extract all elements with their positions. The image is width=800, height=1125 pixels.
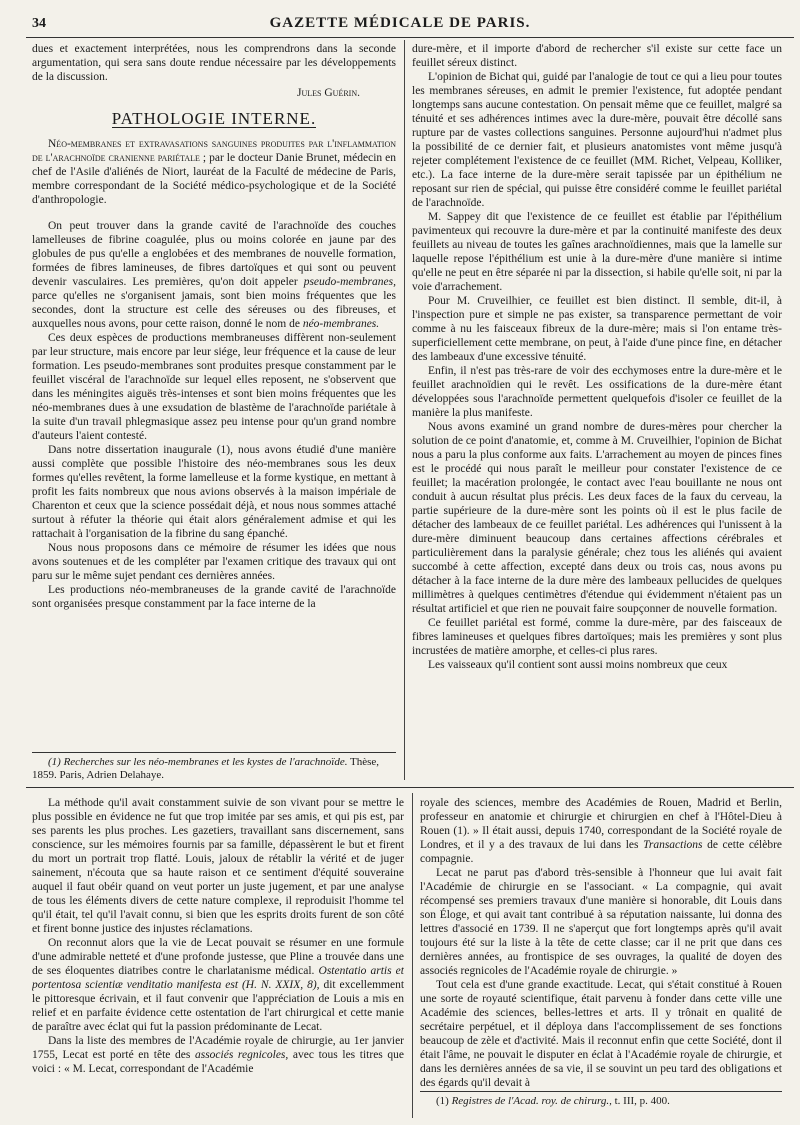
footnote-title: (1) Recherches sur les néo-membranes et les kystes de l'arachnoïde. <box>48 756 348 768</box>
bfn-emphasis: Registres de l'Acad. roy. de chirurg., <box>451 1095 612 1107</box>
fp3-text-a: Dans la liste des membres de l'Académie royale de chirurgie, au 1er janvier 1755, Lecat est porté en tête des <box>32 1035 404 1061</box>
bottom-column-divider <box>412 793 413 1118</box>
right-paragraph-3: Pour M. Cruveilhier, ce feuillet est bien distinct. Il semble, dit-il, à l'inspection pure et simple ne pas exister, sa transparence permettant de voir comme à nu les faisceaux fibreux de la dure-mère; mais si l'on entame très-superficiellement cette membrane, on peut, à l'aide d'une pince fine, en détacher des lambeaux d'une excessive ténuité. <box>412 295 782 363</box>
right-paragraph-0: dure-mère, et il importe d'abord de rechercher s'il existe sur cette face un feuillet séreux distinct. <box>412 43 782 69</box>
frp0-text-b: de cette célèbre compagnie. <box>420 839 782 865</box>
section-heading: PATHOLOGIE INTERNE. <box>111 109 317 128</box>
frp0-emphasis: Transactions <box>643 839 703 851</box>
bfn-text-b: t. III, p. 400. <box>611 1095 670 1107</box>
p1-emphasis-1: pseudo-membranes, <box>303 276 396 288</box>
fp3-text-b: avec tous les titres que voici : « M. Lecat, correspondant de l'Académie <box>32 1049 404 1075</box>
p1-emphasis-2: néo-membranes. <box>302 318 380 330</box>
article-title-paragraph <box>32 137 396 207</box>
fp3-emphasis: associés regnicoles, <box>194 1049 289 1061</box>
p1-text-b: parce qu'elles ne s'organisent jamais, sont bien moins fréquentes que les secondes, dont la structure est celle des séreuses ou des fibreuses, et auxquelles nous avons, pour cette raison, donné le nom de <box>32 290 396 330</box>
footnote-rest: Thèse, 1859. Paris, Adrien Delahaye. <box>32 756 380 781</box>
feuilleton-right-paragraph-0 <box>420 796 782 866</box>
right-paragraph-6: Ce feuillet pariétal est formé, comme la dure-mère, par des faisceaux de fibres lamineuses et quelques fibres dartoïques; mais les premières y sont plus incrustées de matière amorphe, et celles-ci plus rares. <box>412 617 782 657</box>
paragraph-1 <box>32 219 396 331</box>
feuilleton-paragraph-1: La méthode qu'il avait constamment suivie de son vivant pour se mettre le plus possible en évidence ne fut que trop imitée par ses amis, et qui pis est, par ses parents les plus proches. Les gazetiers, travaillant sans discernement, sans conscience, sur les mémoires fournis par sa famille, dépassèrent le but et firent du mort un portrait trop flatté. Louis, jaloux de rétablir la vérité et de juger sainement, n'écouta que sa haute raison et ce sentiment d'équité souveraine auquel il faut obéir quand on veut porter un juste jugement, et par une analyse de tous les éléments divers de cette nature complexe, il reproduisit l'homme tel qu'il était, tel qu'il l'avait connu, si bien que les esprits droits furent de son côté et firent bonne justice des injustes réclamations. <box>32 797 404 935</box>
right-paragraph-7: Les vaisseaux qu'il contient sont aussi moins nombreux que ceux <box>428 659 728 671</box>
journal-title: GAZETTE MÉDICALE DE PARIS. <box>269 15 531 31</box>
top-footnote-rule <box>32 752 396 753</box>
article-title: Néo-membranes et extravasations sanguines produites par l'inflammation de l'arachnoïde cranienne pariétale ; <box>32 138 396 164</box>
right-paragraph-2: M. Sappey dit que l'existence de ce feuillet est établie par l'épithélium pavimenteux qui recouvre la dure-mère et par la continuité manifeste des deux feuillets au niveau de toutes les gaînes arachnoïdiennes, mais que la lamelle sur laquelle repose l'épithélium est unie à la dure-mère d'une manière si intime qu'elle ne peut en être séparée ni par la dissection, si habile qu'elle soit, ni par la voie d'arrachement. <box>412 211 782 293</box>
frp0-text-a: royale des sciences, membre des Académies de Rouen, Madrid et Berlin, professeur en anatomie et chirurgie et chirurgien en chef à l'Hôtel-Dieu à Rouen (1). » Il était aussi, depuis 1740, correspondant de la Société royale de Londres, et il y a des travaux de lui dans les <box>420 797 782 851</box>
bfn-text-a: (1) <box>436 1095 452 1107</box>
article-byline: par le docteur Danie Brunet, médecin en chef de l'Asile d'aliénés de Niort, lauréat de la Faculté de médecine de Paris, membre correspondant de la Société médico-psychologique et de la Société d'anthropologie. <box>32 152 396 206</box>
section-heading-wrap <box>32 109 396 128</box>
bottom-footnote <box>420 1095 782 1108</box>
right-paragraph-4: Enfin, il n'est pas très-rare de voir des ecchymoses entre la dure-mère et le feuillet arachnoïdien qui le revêt. Les ossifications de la dure-mère étant développées sous l'arachnoïde permettent quelquefois d'isoler ce feuillet de la manière la plus manifeste. <box>412 365 782 419</box>
top-footnote <box>32 756 396 782</box>
intro-paragraph: dues et exactement interprétées, nous les comprendrons dans la seconde argumentation, qui sera sans doute rendue nécessaire par les développements de la discussion. <box>32 43 396 83</box>
feuilleton-right-paragraph-2: Tout cela est d'une grande exactitude. Lecat, qui s'était constitué à Rouen une sorte de royauté scientifique, était parvenu à fonder dans cette ville une Académie des sciences, belles-lettres et arts. Il y trônait en qualité de secrétaire perpétuel, et il déploya dans l'accomplissement de ses fonctions beaucoup de zèle et d'activité. Mais il reconnut enfin que cette Société, dont il était l'âme, ne pouvait le disputer en éclat à l'Académie royale de chirurgie, et dans les dernières années de sa vie, il se souvint un peu tard des obligations et des égards qu'il devait à <box>420 979 782 1088</box>
paragraph-5: Les productions néo-membraneuses de la grande cavité de l'arachnoïde sont organisées presque constamment par la face interne de la <box>32 584 396 610</box>
bottom-left-column <box>32 796 404 1121</box>
top-column-divider <box>404 40 405 780</box>
paragraph-3: Dans notre dissertation inaugurale (1), nous avons étudié d'une manière aussi complète que possible l'histoire des néo-membranes sous les deux formes qu'elles revêtent, la forme lamelleuse et la forme kystique, en mettant à profit les faits nombreux que nous avions observés à la maison impériale de Charenton et ceux que la science possédait déjà, et nous nous sommes attaché surtout à réfuter la théorie qui était alors généralement admise et qui les rattachait à l'organisation de la fibrine du sang épanché. <box>32 444 396 540</box>
paragraph-2: Ces deux espèces de productions membraneuses diffèrent non-seulement par leur structure, mais encore par leur siége, leur fréquence et la cause de leur formation. Les pseudo-membranes sont produites presque constamment par le feuillet viscéral de l'arachnoïde sur lequel elles reposent, ne s'observent que dans les méningites aiguës très-intenses et sont bien moins fréquentes que les néo-membranes dues à une exsudation de blastème de l'arachnoïde pariétale à la suite d'un travail phlegmasique assez peu intense pour qu'un grand nombre d'auteurs l'aient contesté. <box>32 332 396 442</box>
feuilleton-paragraph-2 <box>32 936 404 1034</box>
top-left-column <box>32 42 396 746</box>
right-paragraph-1: L'opinion de Bichat qui, guidé par l'analogie de tout ce qui a lieu pour toutes les membranes séreuses, en admit le premier l'existence, fut adoptée pendant longtemps sans aucune contestation. On pensait même que ce feuillet, malgré sa ténuité et ses adhérences intimes avec la dure-mère, pouvait être décollé sans rupture par de vastes collections sanguines. Personne aujourd'hui n'admet plus la possibilité de ce dernier fait, et plusieurs anatomistes vont même jusqu'à rejeter complétement l'existence de ce feuillet (MM. Richet, Velpeau, Kolliker, etc.). La face interne de la dure-mère serait tapissée par un épithélium ne reposant sur rien de spécial, qui puisse être considéré comme le feuillet pariétal de l'arachnoïde. <box>412 71 782 209</box>
feuilleton-paragraph-3 <box>32 1034 404 1076</box>
fp2-text-a: On reconnut alors que la vie de Lecat pouvait se résumer en une formule d'une admirable netteté et d'une profonde justesse, que Pline a trouvée dans une de ses éloquentes diatribes contre le charlatanisme médical. <box>32 937 404 977</box>
paragraph-4: Nous nous proposons dans ce mémoire de résumer les idées que nous avons soutenues et de les compléter par l'examen critique des travaux qui ont paru sur le même sujet pendant ces dernières années. <box>32 542 396 582</box>
bottom-footnote-rule <box>420 1091 782 1092</box>
fp2-text-b: dit excellemment le pittoresque écrivain, et il faut convenir que l'appréciation de Louis a mis en relief et en parfaite évidence cette ostentation de l'art chirurgical et cette manie de paraître avec éclat qui fut la passion prédominante de Lecat. <box>32 979 404 1033</box>
page-number: 34 <box>32 16 46 31</box>
p1-text-a: On peut trouver dans la grande cavité de l'arachnoïde des couches lamelleuses de fibrine coagulée, plus ou moins colorée en jaune par des globules de pus qu'elle a englobées et des membranes de nouvelle formation, formées de fibres lamineuses, de fibres dartoïques et qui sont ou peuvent devenir vasculaires. Les premières, qu'on doit appeler <box>32 220 396 288</box>
bottom-right-column <box>420 796 782 1088</box>
section-divider-rule <box>26 787 794 788</box>
feuilleton-right-paragraph-1: Lecat ne parut pas d'abord très-sensible à l'honneur que lui avait fait l'Académie de chirurgie en se l'associant. « La compagnie, qui avait récompensé ses premiers travaux d'une manière si honorable, dit Louis dans son Éloge, et qui avait tant contribué à sa réputation naissante, lui donna des lettres d'associé en 1739. Il ne s'aperçut que fort longtemps après qu'il avait toujours été sur la liste à la tête de cette classe; car il ne prit que dans ces dernières années, au frontispice de ses ouvrages, la qualité de doyen des associés regnicoles de l'Académie royale de chirurgie. » <box>420 867 782 977</box>
author-signature: Jules Guérin. <box>297 87 360 99</box>
header-rule <box>26 37 794 38</box>
fp2-latin-quote: Ostentatio artis et portentosa scientiæ venditatio manifesta est (H. N. XXIX, 8), <box>32 965 404 991</box>
top-right-column <box>412 42 782 782</box>
right-paragraph-5: Nous avons examiné un grand nombre de dures-mères pour chercher la solution de ce point d'anatomie, et, comme à M. Cruveilhier, l'opinion de Bichat nous a paru la plus conforme aux faits. L'arrachement au moyen de pinces fines est le procédé qui nous paraît le meilleur pour constater l'existence de ce feuillet; la macération prolongée, le contact avec l'eau bouillante ne nous ont conduit à aucun résultat plus précis. Les deux faces de la faux du cerveau, la partie supérieure de la dure-mère sont les points où il est le plus facile de détacher des lambeaux de ce feuillet pariétal. Les adhérences qui l'unissent à la dure-mère diminuent beaucoup dans certaines affections cérébrales et particulièrement dans la paralysie générale; chez tous les aliénés qui avaient succombé à cette affection, excepté dans deux ou trois cas, nous avons pu détacher à la face interne de la dure mère des lambeaux pellucides de quelques millimètres à quelques centimètres d'étendue qui évidemment n'étaient pas un résultat artificiel et que rien ne pouvait faire soupçonner de nouvelle formation. <box>412 421 782 615</box>
